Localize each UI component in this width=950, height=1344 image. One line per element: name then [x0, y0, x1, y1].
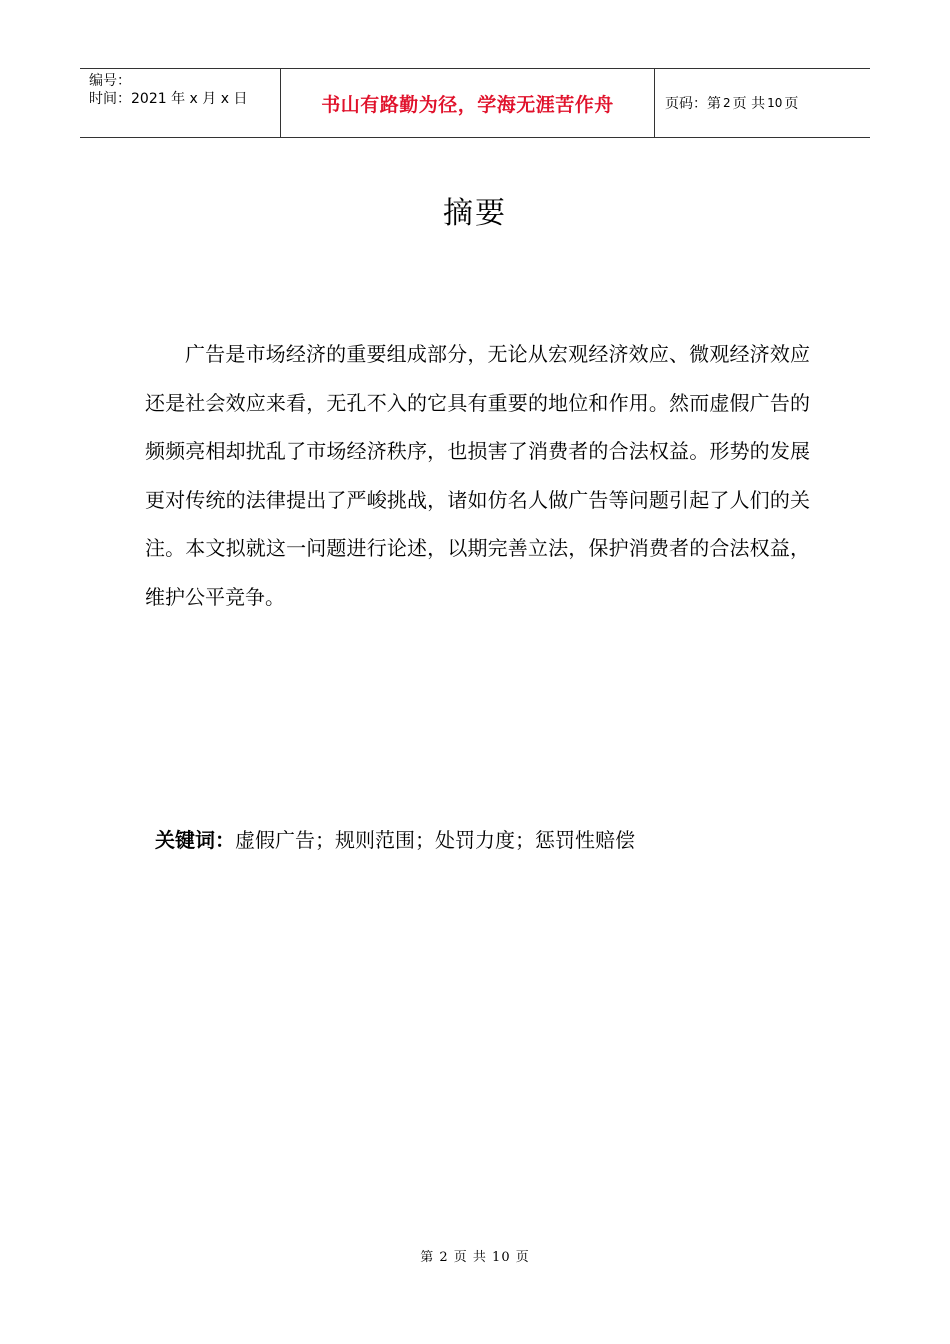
page-suffix: 页 — [784, 96, 799, 112]
page-total: 10 — [767, 96, 783, 110]
header-meta-cell — [80, 69, 281, 137]
serial-number-label: 编号： — [89, 73, 131, 89]
abstract-paragraph: 广告是市场经济的重要组成部分，无论从宏观经济效应、微观经济效应还是社会效应来看，无孔不入的它具有重要的地位和作用。然而虚假广告的频频亮相却扰乱了市场经济秩序，也损害了消费者的合法权益。形势的发展更对传统的法律提出了严峻挑战，诸如仿名人做广告等问题引起了人们的关注。本文拟就这一问题进行论述，以期完善立法，保护消费者的合法权益，维护公平竞争。 — [145, 342, 810, 609]
keywords-line — [155, 824, 635, 853]
date-label: 时间：2021 年 x 月 x 日 — [89, 91, 248, 107]
page-prefix: 页码：第 — [665, 96, 721, 112]
header-motto: 书山有路勤为径，学海无涯苦作舟 — [321, 93, 614, 116]
page-title: 摘要 — [443, 196, 507, 231]
page-footer: 第 2 页 共 10 页 — [420, 1250, 530, 1265]
keywords-label: 关键词： — [155, 828, 235, 852]
page-middle: 页 共 — [732, 96, 766, 112]
page-current: 2 — [723, 96, 731, 110]
header-page-cell — [655, 69, 870, 137]
keywords-text: 虚假广告；规则范围；处罚力度；惩罚性赔偿 — [235, 828, 635, 852]
header-motto-cell — [281, 69, 655, 137]
document-header — [80, 68, 870, 138]
